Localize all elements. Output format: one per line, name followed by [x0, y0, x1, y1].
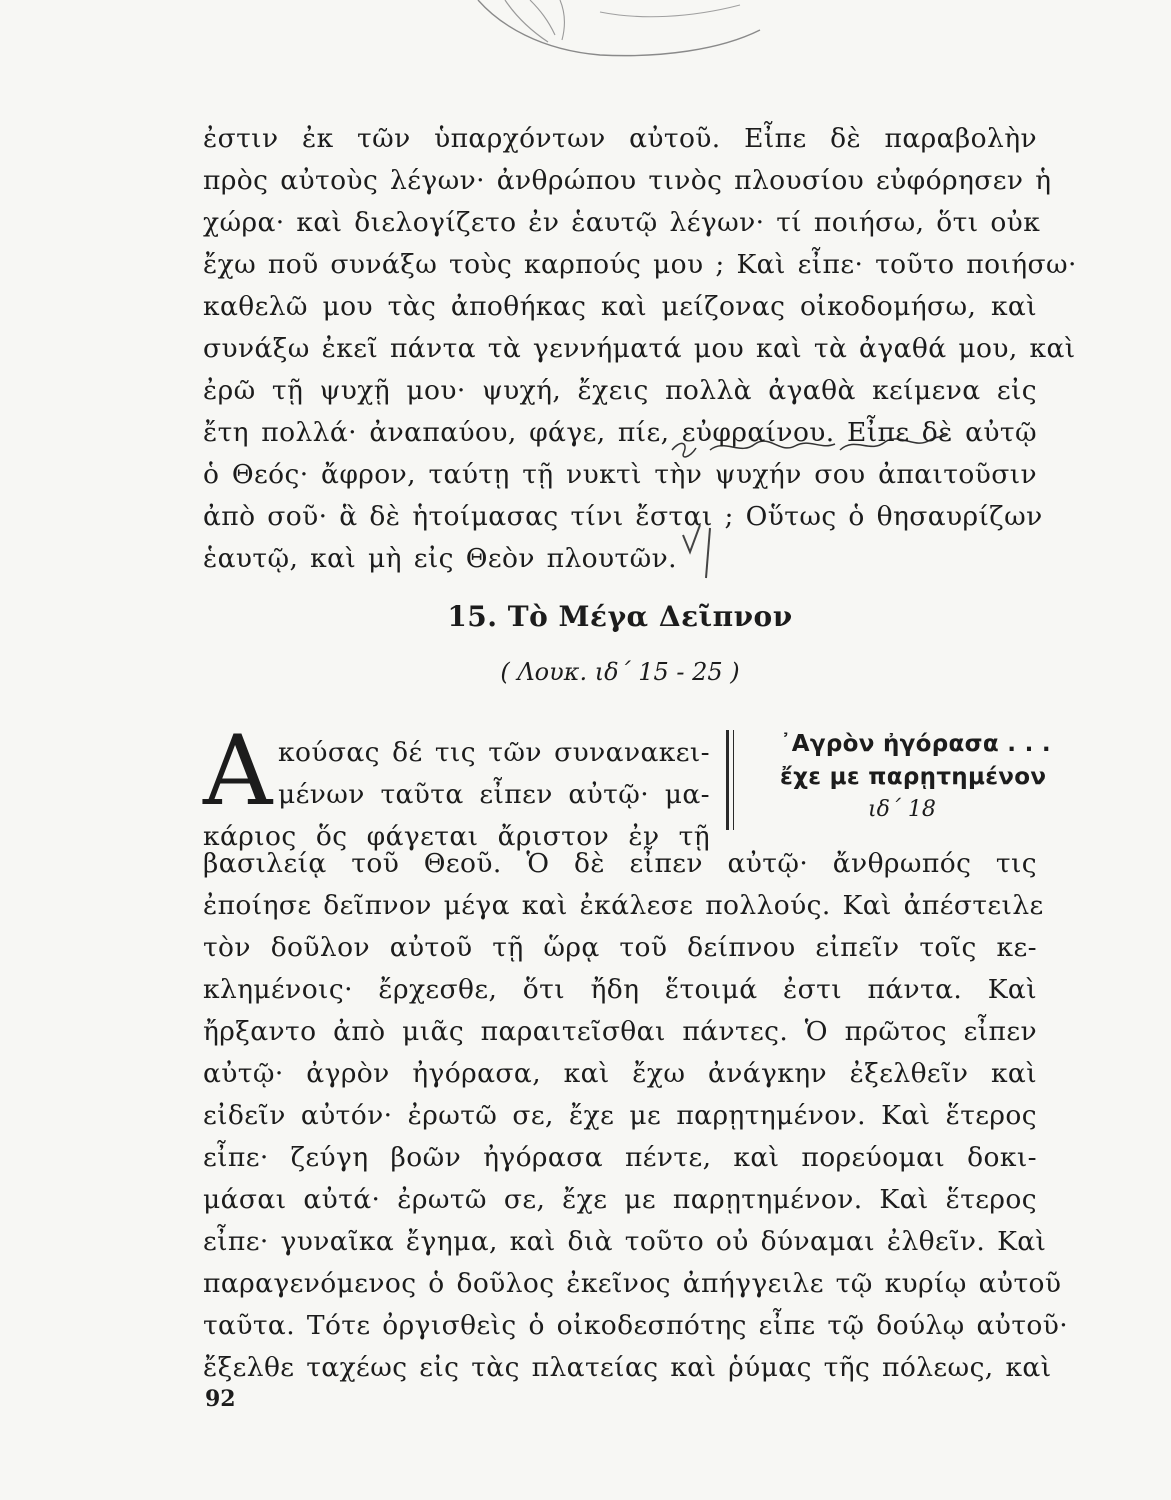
text-line: ἐρῶ τῇ ψυχῇ μου· ψυχή, ἔχεις πολλὰ ἀγαθὰ κείμενα εἰς [203, 375, 1037, 406]
text-line: εἶπε· γυναῖκα ἔγημα, καὶ διὰ τοῦτο οὐ δύναμαι ἐλθεῖν. Καὶ [203, 1226, 1047, 1257]
top-paragraph [203, 118, 1077, 578]
margin-rule [733, 730, 734, 830]
margin-note-line: ἔχε με παρῃτημένον [780, 764, 1047, 790]
text-line: συνάξω ἐκεῖ πάντα τὰ γεννήματά μου καὶ τὰ ἀγαθά μου, καὶ [203, 333, 1076, 364]
margin-note-reference: ιδ΄ 18 [868, 797, 936, 822]
text-line: ἐποίησε δεῖπνον μέγα καὶ ἐκάλεσε πολλούς. Καὶ ἀπέστειλε [203, 890, 1044, 921]
text-line: ἀπὸ σοῦ· ἃ δὲ ἡτοίμασας τίνι ἔσται ; Οὕτως ὁ θησαυρίζων [203, 501, 1043, 532]
text-line: βασιλείᾳ τοῦ Θεοῦ. Ὁ δὲ εἶπεν αὐτῷ· ἄνθρωπός τις [203, 848, 1037, 879]
text-line: κλημένοις· ἔρχεσθε, ὅτι ἤδη ἕτοιμά ἐστι πάντα. Καὶ [203, 974, 1037, 1005]
section-reference: ( Λουκ. ιδ΄ 15 - 25 ) [500, 658, 740, 686]
text-line: ἔχω ποῦ συνάξω τοὺς καρπούς μου ; Καὶ εἶπε· τοῦτο ποιήσω· [203, 249, 1077, 280]
margin-note-line: ᾿Αγρὸν ἠγόρασα . . . [780, 731, 1051, 757]
text-line: καθελῶ μου τὰς ἀποθήκας καὶ μείζονας οἰκοδομήσω, καὶ [203, 291, 1037, 322]
main-paragraph [203, 843, 1069, 1388]
section-heading: 15. Τὸ Μέγα Δεῖπνον [447, 600, 793, 633]
text-line: κούσας δέ τις τῶν συνανακει- [278, 737, 710, 768]
margin-rule [726, 730, 729, 830]
text-line: πρὸς αὐτοὺς λέγων· ἀνθρώπου τινὸς πλουσίου εὐφόρησεν ἡ [203, 165, 1052, 196]
text-line: ὁ Θεός· ἄφρον, ταύτῃ τῇ νυκτὶ τὴν ψυχήν σου ἀπαιτοῦσιν [203, 459, 1037, 490]
text-line: ταῦτα. Τότε ὀργισθεὶς ὁ οἰκοδεσπότης εἶπε τῷ δούλῳ αὐτοῦ· [203, 1310, 1069, 1341]
text-line: τὸν δοῦλον αὐτοῦ τῇ ὥρᾳ τοῦ δείπνου εἰπεῖν τοῖς κε- [203, 932, 1037, 963]
text-line: αὐτῷ· ἀγρὸν ἠγόρασα, καὶ ἔχω ἀνάγκην ἐξελθεῖν καὶ [203, 1058, 1037, 1089]
page-number: 92 [205, 1386, 236, 1412]
text-line: ἔτη πολλά· ἀναπαύου, φάγε, πίε, εὐφραίνου. Εἶπε δὲ αὐτῷ [203, 417, 1037, 448]
text-line: ἔξελθε ταχέως εἰς τὰς πλατείας καὶ ῥύμας τῆς πόλεως, καὶ [203, 1352, 1052, 1383]
text-line: ἤρξαντο ἀπὸ μιᾶς παραιτεῖσθαι πάντες. Ὁ πρῶτος εἶπεν [203, 1016, 1037, 1047]
text-line: κάριος ὅς φάγεται ἄριστον ἐν τῇ [203, 821, 710, 852]
text-line: ἐστιν ἐκ τῶν ὑπαρχόντων αὐτοῦ. Εἶπε δὲ παραβολὴν [203, 123, 1037, 154]
drop-cap: Α [203, 715, 273, 827]
text-line: μένων ταῦτα εἶπεν αὐτῷ· μα- [278, 779, 710, 810]
text-line: ἑαυτῷ, καὶ μὴ εἰς Θεὸν πλουτῶν. [203, 543, 677, 574]
text-line: εἰδεῖν αὐτόν· ἐρωτῶ σε, ἔχε με παρῃτημένον. Καὶ ἕτερος [203, 1100, 1037, 1131]
text-line: χώρα· καὶ διελογίζετο ἐν ἑαυτῷ λέγων· τί ποιήσω, ὅτι οὐκ [203, 207, 1041, 238]
text-line: παραγενόμενος ὁ δοῦλος ἐκεῖνος ἀπήγγειλε τῷ κυρίῳ αὐτοῦ [203, 1268, 1062, 1299]
text-line: εἶπε· ζεύγη βοῶν ἠγόρασα πέντε, καὶ πορεύομαι δοκι- [203, 1142, 1037, 1173]
text-line: μάσαι αὐτά· ἐρωτῶ σε, ἔχε με παρῃτημένον. Καὶ ἕτερος [203, 1184, 1037, 1215]
